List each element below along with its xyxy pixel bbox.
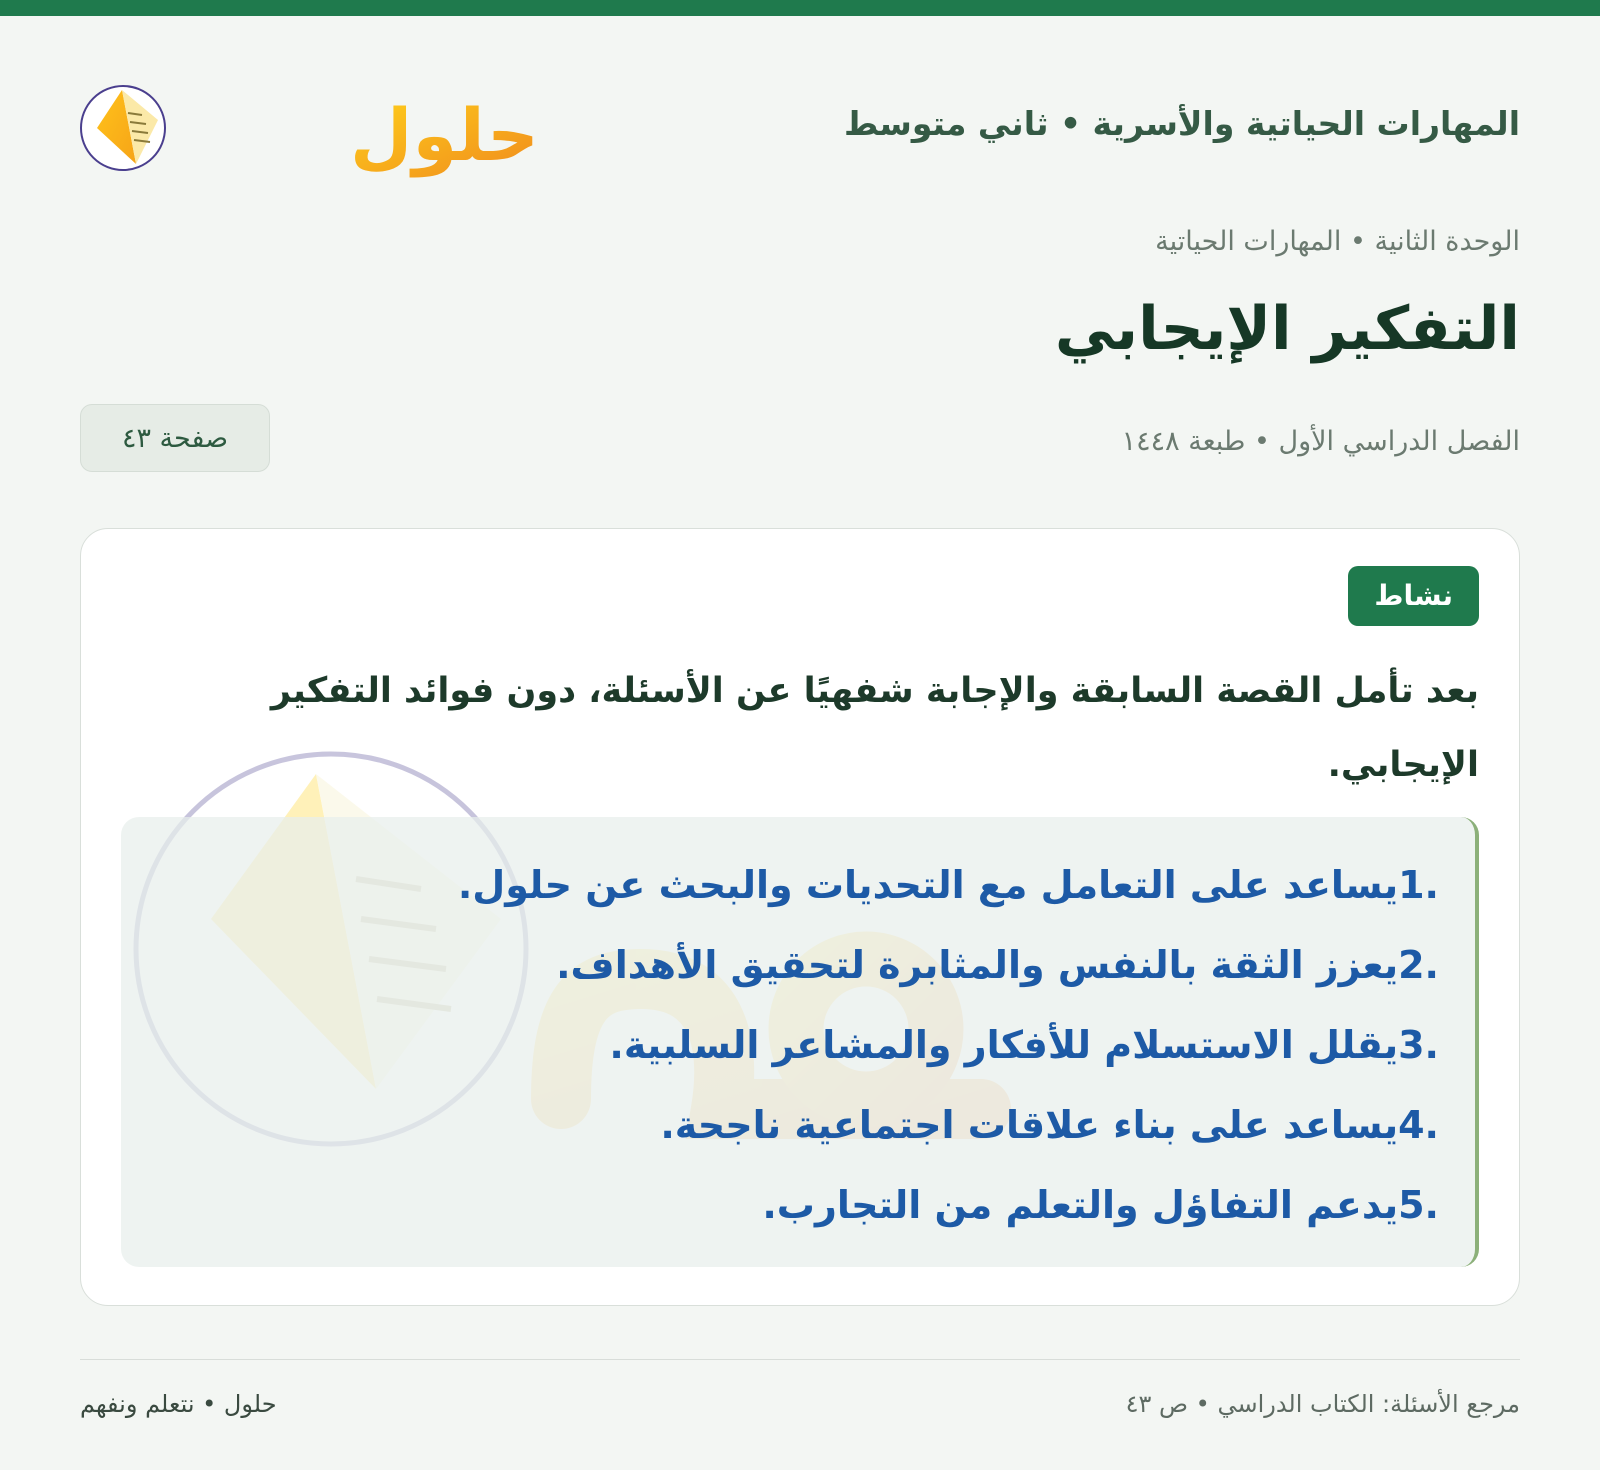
answer-item [121,1165,1439,1245]
lesson-title: التفكير الإيجابي [1054,294,1520,364]
footer-brand: حلول • نتعلم ونفهم [80,1390,277,1418]
answer-number: 5. [1398,1183,1439,1227]
logo-text: حلول [350,93,539,177]
top-accent-bar [0,0,1600,16]
activity-tag: نشاط [1348,566,1479,626]
answer-text: يدعم التفاؤل والتعلم من التجارب. [762,1183,1399,1227]
term-edition: الفصل الدراسي الأول • طبعة ١٤٤٨ [1121,426,1520,457]
answer-number: 2. [1398,943,1439,987]
footer-reference: مرجع الأسئلة: الكتاب الدراسي • ص ٤٣ [1125,1390,1520,1418]
answer-item [121,925,1439,1005]
activity-card [80,528,1520,1306]
footer-divider [80,1359,1520,1360]
answer-item [121,1005,1439,1085]
page-container [80,16,1520,1470]
answer-text: يساعد على التعامل مع التحديات والبحث عن حلول. [457,863,1399,907]
answer-item [121,845,1439,925]
answer-number: 3. [1398,1023,1439,1067]
page-number-badge: صفحة ٤٣ [80,404,270,472]
activity-question: بعد تأمل القصة السابقة والإجابة شفهيًا عن الأسئلة، دون فوائد التفكير الإيجابي. [270,671,1479,785]
answers-box [121,817,1479,1267]
answer-text: يساعد على بناء علاقات اجتماعية ناجحة. [660,1103,1399,1147]
answer-number: 4. [1398,1103,1439,1147]
course-title: المهارات الحياتية والأسرية • ثاني متوسط [844,104,1520,143]
answer-item [121,1085,1439,1165]
hulool-logo [80,68,539,178]
answer-text: يقلل الاستسلام للأفكار والمشاعر السلبية. [609,1023,1399,1067]
header [80,16,1520,206]
answer-number: 1. [1398,863,1439,907]
unit-breadcrumb: الوحدة الثانية • المهارات الحياتية [1155,226,1520,257]
answer-text: يعزز الثقة بالنفس والمثابرة لتحقيق الأهداف. [556,943,1399,987]
